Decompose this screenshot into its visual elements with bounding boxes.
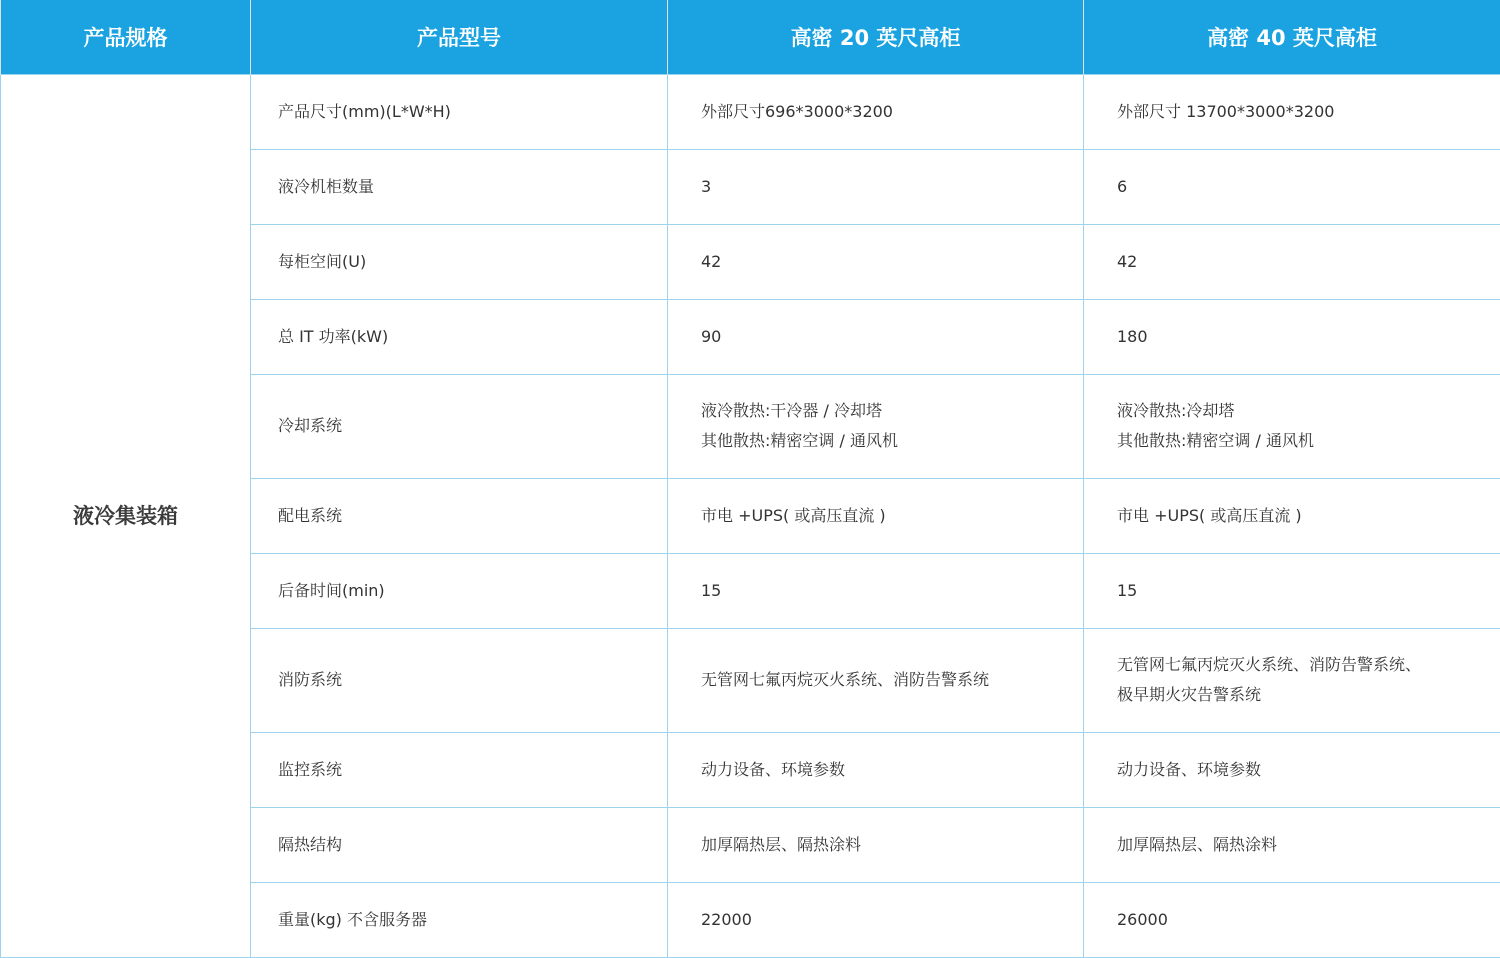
value-20ft: 动力设备、环境参数 — [668, 732, 1084, 807]
row-label: 总 IT 功率(kW) — [251, 299, 668, 374]
row-label: 冷却系统 — [251, 374, 668, 478]
header-spec: 产品规格 — [1, 0, 251, 74]
value-20ft: 加厚隔热层、隔热涂料 — [668, 807, 1084, 882]
header-40ft: 高密 40 英尺高柜 — [1084, 0, 1500, 74]
header-20ft: 高密 20 英尺高柜 — [668, 0, 1084, 74]
value-40ft: 26000 — [1084, 882, 1500, 957]
value-40ft: 液冷散热:冷却塔 其他散热:精密空调 / 通风机 — [1084, 374, 1500, 478]
category-cell: 液冷集装箱 — [1, 74, 251, 957]
value-20ft: 无管网七氟丙烷灭火系统、消防告警系统 — [668, 628, 1084, 732]
row-label: 配电系统 — [251, 478, 668, 553]
table-row — [1, 74, 1500, 149]
value-40ft: 6 — [1084, 149, 1500, 224]
row-label: 重量(kg) 不含服务器 — [251, 882, 668, 957]
value-20ft: 42 — [668, 224, 1084, 299]
header-row — [1, 0, 1500, 74]
value-40ft: 加厚隔热层、隔热涂料 — [1084, 807, 1500, 882]
value-20ft: 90 — [668, 299, 1084, 374]
value-20ft: 22000 — [668, 882, 1084, 957]
value-40ft: 42 — [1084, 224, 1500, 299]
row-label: 消防系统 — [251, 628, 668, 732]
value-40ft: 外部尺寸 13700*3000*3200 — [1084, 74, 1500, 149]
value-20ft: 外部尺寸696*3000*3200 — [668, 74, 1084, 149]
header-model: 产品型号 — [251, 0, 668, 74]
value-40ft: 动力设备、环境参数 — [1084, 732, 1500, 807]
value-40ft: 180 — [1084, 299, 1500, 374]
value-40ft: 15 — [1084, 553, 1500, 628]
row-label: 每柜空间(U) — [251, 224, 668, 299]
value-40ft: 市电 +UPS( 或高压直流 ) — [1084, 478, 1500, 553]
value-20ft: 15 — [668, 553, 1084, 628]
value-20ft: 3 — [668, 149, 1084, 224]
row-label: 产品尺寸(mm)(L*W*H) — [251, 74, 668, 149]
value-20ft: 液冷散热:干冷器 / 冷却塔 其他散热:精密空调 / 通风机 — [668, 374, 1084, 478]
row-label: 隔热结构 — [251, 807, 668, 882]
row-label: 液冷机柜数量 — [251, 149, 668, 224]
value-20ft: 市电 +UPS( 或高压直流 ) — [668, 478, 1084, 553]
row-label: 监控系统 — [251, 732, 668, 807]
row-label: 后备时间(min) — [251, 553, 668, 628]
value-40ft: 无管网七氟丙烷灭火系统、消防告警系统、 极早期火灾告警系统 — [1084, 628, 1500, 732]
